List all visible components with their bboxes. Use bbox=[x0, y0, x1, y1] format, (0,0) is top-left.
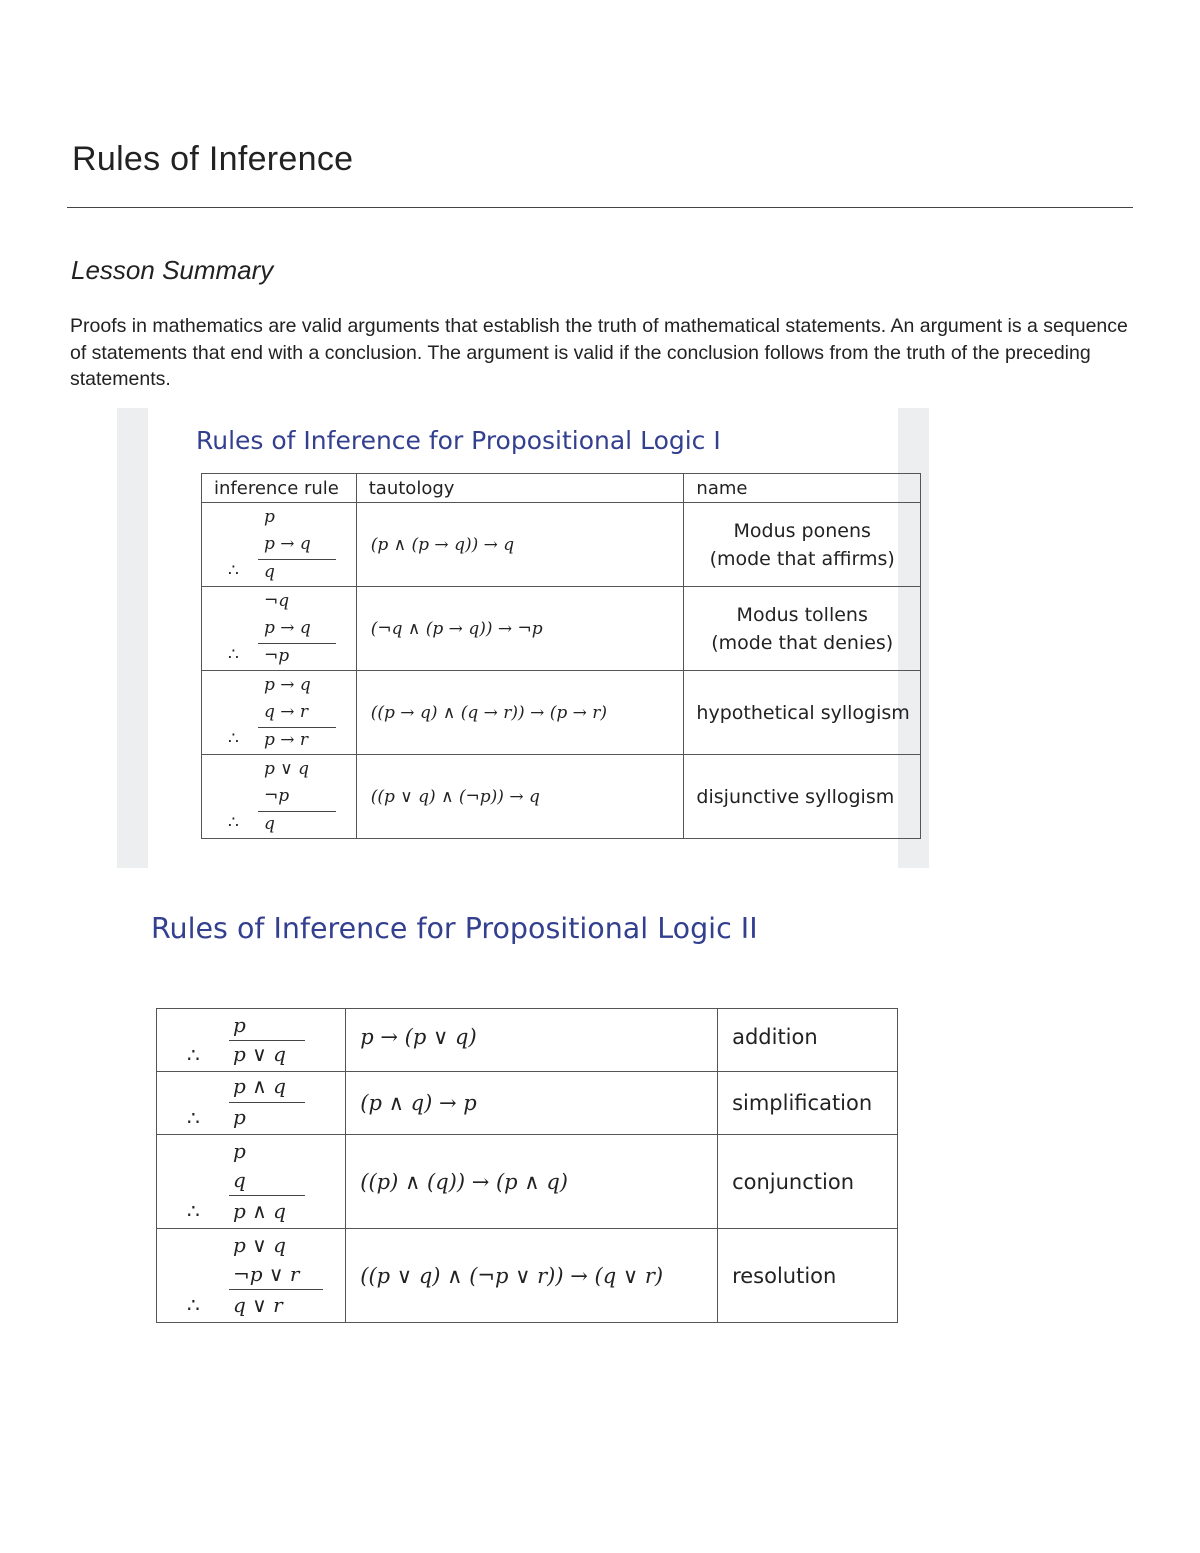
therefore-symbol: ∴ bbox=[187, 1106, 200, 1130]
rule-name-gloss: (mode that affirms) bbox=[709, 547, 895, 570]
tautology-cell: ((p) ∧ (q)) → (p ∧ q) bbox=[346, 1135, 718, 1229]
inference-rule bbox=[202, 503, 356, 586]
figure-2-heading: Rules of Inference for Propositional Logic II bbox=[151, 912, 758, 945]
rule-name: Modus ponens bbox=[733, 519, 871, 542]
conclusion: q bbox=[264, 814, 275, 834]
premise: ¬p ∨ r bbox=[233, 1262, 300, 1286]
tautology-cell: ((p ∨ q) ∧ (¬p ∨ r)) → (q ∨ r) bbox=[346, 1229, 718, 1323]
table-row bbox=[157, 1072, 898, 1135]
premise: q bbox=[233, 1168, 246, 1192]
tautology-cell: ((p ∨ q) ∧ (¬p)) → q bbox=[356, 755, 684, 839]
inference-bar bbox=[258, 559, 336, 560]
tautology-cell: (¬q ∧ (p → q)) → ¬p bbox=[356, 587, 684, 671]
inference-bar bbox=[229, 1040, 305, 1041]
premise: p bbox=[233, 1139, 246, 1163]
inference-rule-cell bbox=[157, 1229, 346, 1323]
figure-1-slide bbox=[148, 408, 910, 868]
rule-name: Modus tollens bbox=[736, 603, 868, 626]
inference-bar bbox=[258, 811, 336, 812]
inference-bar bbox=[258, 727, 336, 728]
header-tautology: tautology bbox=[356, 474, 684, 503]
therefore-symbol: ∴ bbox=[228, 729, 239, 749]
rule-name-cell bbox=[684, 503, 921, 587]
inference-bar bbox=[229, 1102, 305, 1103]
inference-rule-cell bbox=[202, 503, 357, 587]
therefore-symbol: ∴ bbox=[187, 1043, 200, 1067]
premise: p → q bbox=[264, 534, 311, 554]
therefore-symbol: ∴ bbox=[228, 561, 239, 581]
conclusion: p ∧ q bbox=[233, 1199, 286, 1223]
rule-name-cell: disjunctive syllogism bbox=[684, 755, 921, 839]
inference-table-1 bbox=[201, 473, 921, 839]
table-header-row bbox=[202, 474, 921, 503]
rule-name-cell: conjunction bbox=[718, 1135, 898, 1229]
premise: p bbox=[233, 1013, 246, 1037]
premise: p ∧ q bbox=[233, 1074, 286, 1098]
figure-inference-rules-1 bbox=[117, 408, 929, 868]
conclusion: ¬p bbox=[264, 646, 290, 666]
inference-rule bbox=[202, 587, 356, 670]
inference-rule-cell bbox=[157, 1072, 346, 1135]
page-title: Rules of Inference bbox=[72, 140, 354, 178]
premise: p → q bbox=[264, 675, 311, 695]
inference-rule-cell bbox=[202, 755, 357, 839]
inference-rule bbox=[202, 755, 356, 838]
premise: ¬p bbox=[264, 786, 290, 806]
inference-bar bbox=[258, 643, 336, 644]
inference-bar bbox=[229, 1289, 323, 1290]
table-row bbox=[157, 1229, 898, 1323]
conclusion: q ∨ r bbox=[233, 1293, 283, 1317]
therefore-symbol: ∴ bbox=[187, 1199, 200, 1223]
table-row bbox=[157, 1009, 898, 1072]
conclusion: p bbox=[233, 1105, 246, 1129]
figure-1-heading: Rules of Inference for Propositional Logic I bbox=[196, 426, 721, 455]
rule-name-cell: hypothetical syllogism bbox=[684, 671, 921, 755]
conclusion: q bbox=[264, 562, 275, 582]
title-divider bbox=[67, 207, 1133, 208]
inference-rule bbox=[157, 1072, 345, 1134]
conclusion: p → r bbox=[264, 730, 309, 750]
tautology-cell: (p ∧ q) → p bbox=[346, 1072, 718, 1135]
inference-bar bbox=[229, 1195, 305, 1196]
inference-rule-cell bbox=[202, 671, 357, 755]
summary-paragraph: Proofs in mathematics are valid arguments that establish the truth of mathematical statements. An argument is a sequence of statements that end with a conclusion. The argument is valid if the conclusion follows from the truth of the preceding statements. bbox=[70, 315, 1128, 390]
rule-name-cell: simplification bbox=[718, 1072, 898, 1135]
header-name: name bbox=[684, 474, 921, 503]
premise: p → q bbox=[264, 618, 311, 638]
inference-rule bbox=[157, 1009, 345, 1071]
inference-rule-cell bbox=[157, 1135, 346, 1229]
therefore-symbol: ∴ bbox=[187, 1293, 200, 1317]
premise: p ∨ q bbox=[233, 1233, 286, 1257]
inference-rule bbox=[157, 1229, 345, 1322]
inference-rule bbox=[157, 1135, 345, 1228]
tautology-cell: ((p → q) ∧ (q → r)) → (p → r) bbox=[356, 671, 684, 755]
therefore-symbol: ∴ bbox=[228, 645, 239, 665]
premise: p ∨ q bbox=[264, 759, 310, 779]
tautology-cell: (p ∧ (p → q)) → q bbox=[356, 503, 684, 587]
header-inference-rule: inference rule bbox=[202, 474, 357, 503]
rule-name-gloss: (mode that denies) bbox=[711, 631, 894, 654]
table-row bbox=[202, 587, 921, 671]
table-row bbox=[202, 755, 921, 839]
rule-name-cell: resolution bbox=[718, 1229, 898, 1323]
section-subtitle: Lesson Summary bbox=[71, 255, 274, 285]
tautology-cell: p → (p ∨ q) bbox=[346, 1009, 718, 1072]
premise: ¬q bbox=[264, 591, 290, 611]
table-row bbox=[157, 1135, 898, 1229]
inference-table-2 bbox=[156, 1008, 898, 1323]
therefore-symbol: ∴ bbox=[228, 813, 239, 833]
inference-rule bbox=[202, 671, 356, 754]
rule-name-cell bbox=[684, 587, 921, 671]
inference-rule-cell bbox=[202, 587, 357, 671]
table-row bbox=[202, 671, 921, 755]
rule-name-cell: addition bbox=[718, 1009, 898, 1072]
table-row bbox=[202, 503, 921, 587]
conclusion: p ∨ q bbox=[233, 1042, 286, 1066]
inference-rule-cell bbox=[157, 1009, 346, 1072]
premise: p bbox=[264, 507, 275, 527]
premise: q → r bbox=[264, 702, 309, 722]
